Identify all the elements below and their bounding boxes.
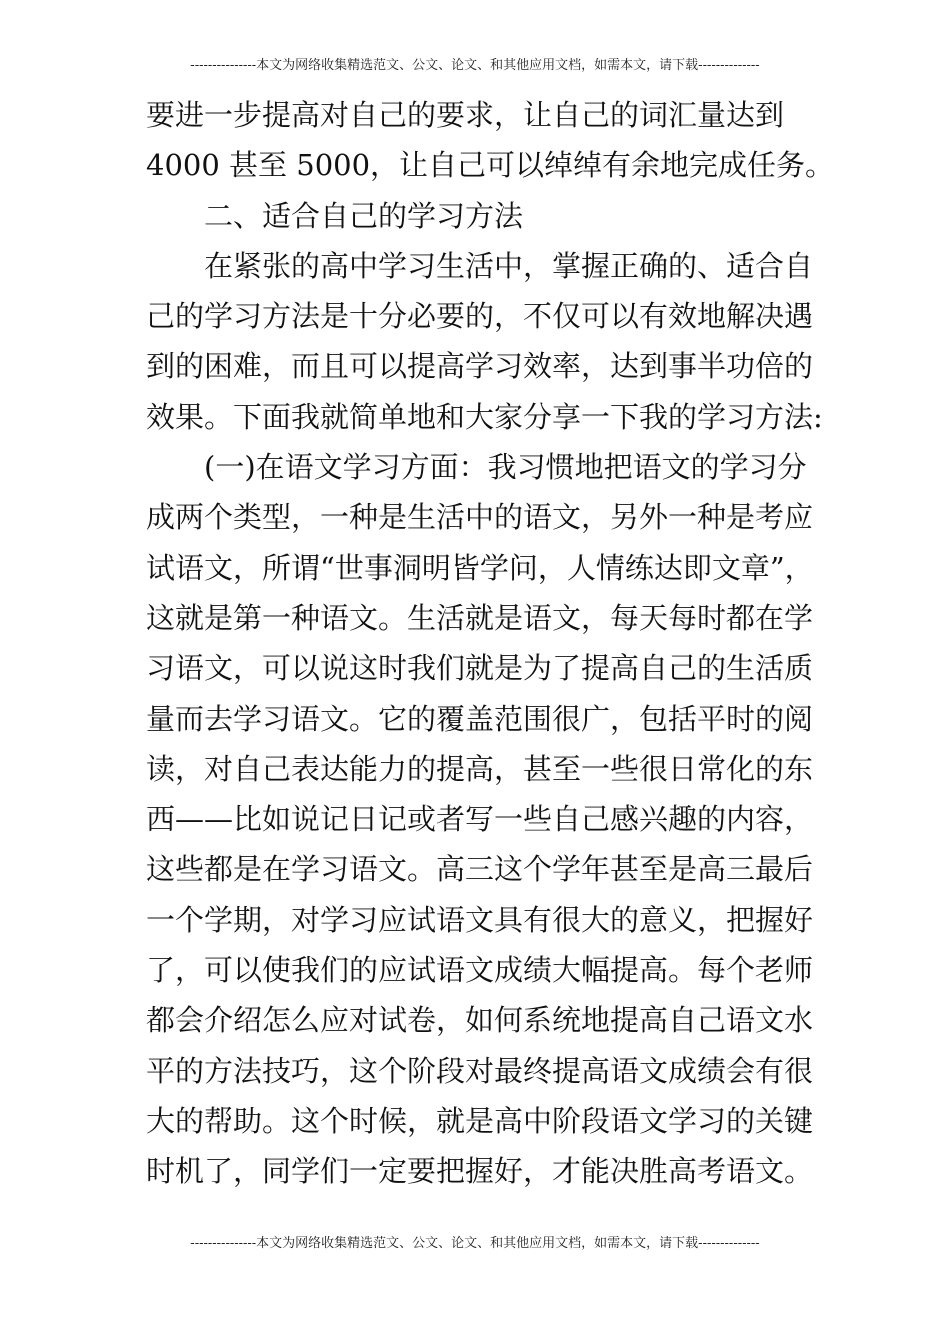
paragraph-line: 到的困难，而且可以提高学习效率，达到事半功倍的 <box>146 349 814 384</box>
paragraph-line: 大的帮助。这个时候，就是高中阶段语文学习的关键 <box>146 1103 814 1138</box>
paragraph-line: 习语文，可以说这时我们就是为了提高自己的生活质 <box>146 651 814 686</box>
header-notice: ---------------本文为网络收集精选范文、公文、论文、和其他应用文档，如需本文，请下载-------------- <box>190 58 760 73</box>
paragraph-line: 时机了，同学们一定要把握好，才能决胜高考语文。 <box>146 1154 814 1189</box>
paragraph-line: 都会介绍怎么应对试卷，如何系统地提高自己语文水 <box>146 1003 814 1038</box>
paragraph-line: (一)在语文学习方面：我习惯地把语文的学习分 <box>204 450 807 485</box>
paragraph-line: 平的方法技巧，这个阶段对最终提高语文成绩会有很 <box>146 1053 814 1088</box>
paragraph-line: 这就是第一种语文。生活就是语文，每天每时都在学 <box>146 600 814 635</box>
paragraph-line: 西——比如说记日记或者写一些自己感兴趣的内容， <box>146 802 814 837</box>
paragraph-line: 二、适合自己的学习方法 <box>204 198 524 233</box>
paragraph-line: 成两个类型，一种是生活中的语文，另外一种是考应 <box>146 500 814 535</box>
paragraph-line: 读，对自己表达能力的提高，甚至一些很日常化的东 <box>146 751 814 786</box>
paragraph-line: 一个学期，对学习应试语文具有很大的意义，把握好 <box>146 902 814 937</box>
paragraph-line: 了，可以使我们的应试语文成绩大幅提高。每个老师 <box>146 953 814 988</box>
footer-notice: ---------------本文为网络收集精选范文、公文、论文、和其他应用文档，如需本文，请下载-------------- <box>190 1236 760 1251</box>
paragraph-line: 这些都是在学习语文。高三这个学年甚至是高三最后 <box>146 852 814 887</box>
paragraph-line: 要进一步提高对自己的要求，让自己的词汇量达到 <box>146 98 785 132</box>
paragraph-line: 试语文，所谓“世事洞明皆学问，人情练达即文章”， <box>146 550 814 585</box>
paragraph-line: 4000 甚至 5000，让自己可以绰绰有余地完成任务。 <box>146 148 835 183</box>
paragraph-line: 在紧张的高中学习生活中，掌握正确的、适合自 <box>204 248 814 283</box>
paragraph-line: 量而去学习语文。它的覆盖范围很广，包括平时的阅 <box>146 701 814 736</box>
paragraph-line: 效果。下面我就简单地和大家分享一下我的学习方法: <box>146 399 823 434</box>
paragraph-line: 己的学习方法是十分必要的，不仅可以有效地解决遇 <box>146 299 814 334</box>
document-body <box>146 90 835 1197</box>
